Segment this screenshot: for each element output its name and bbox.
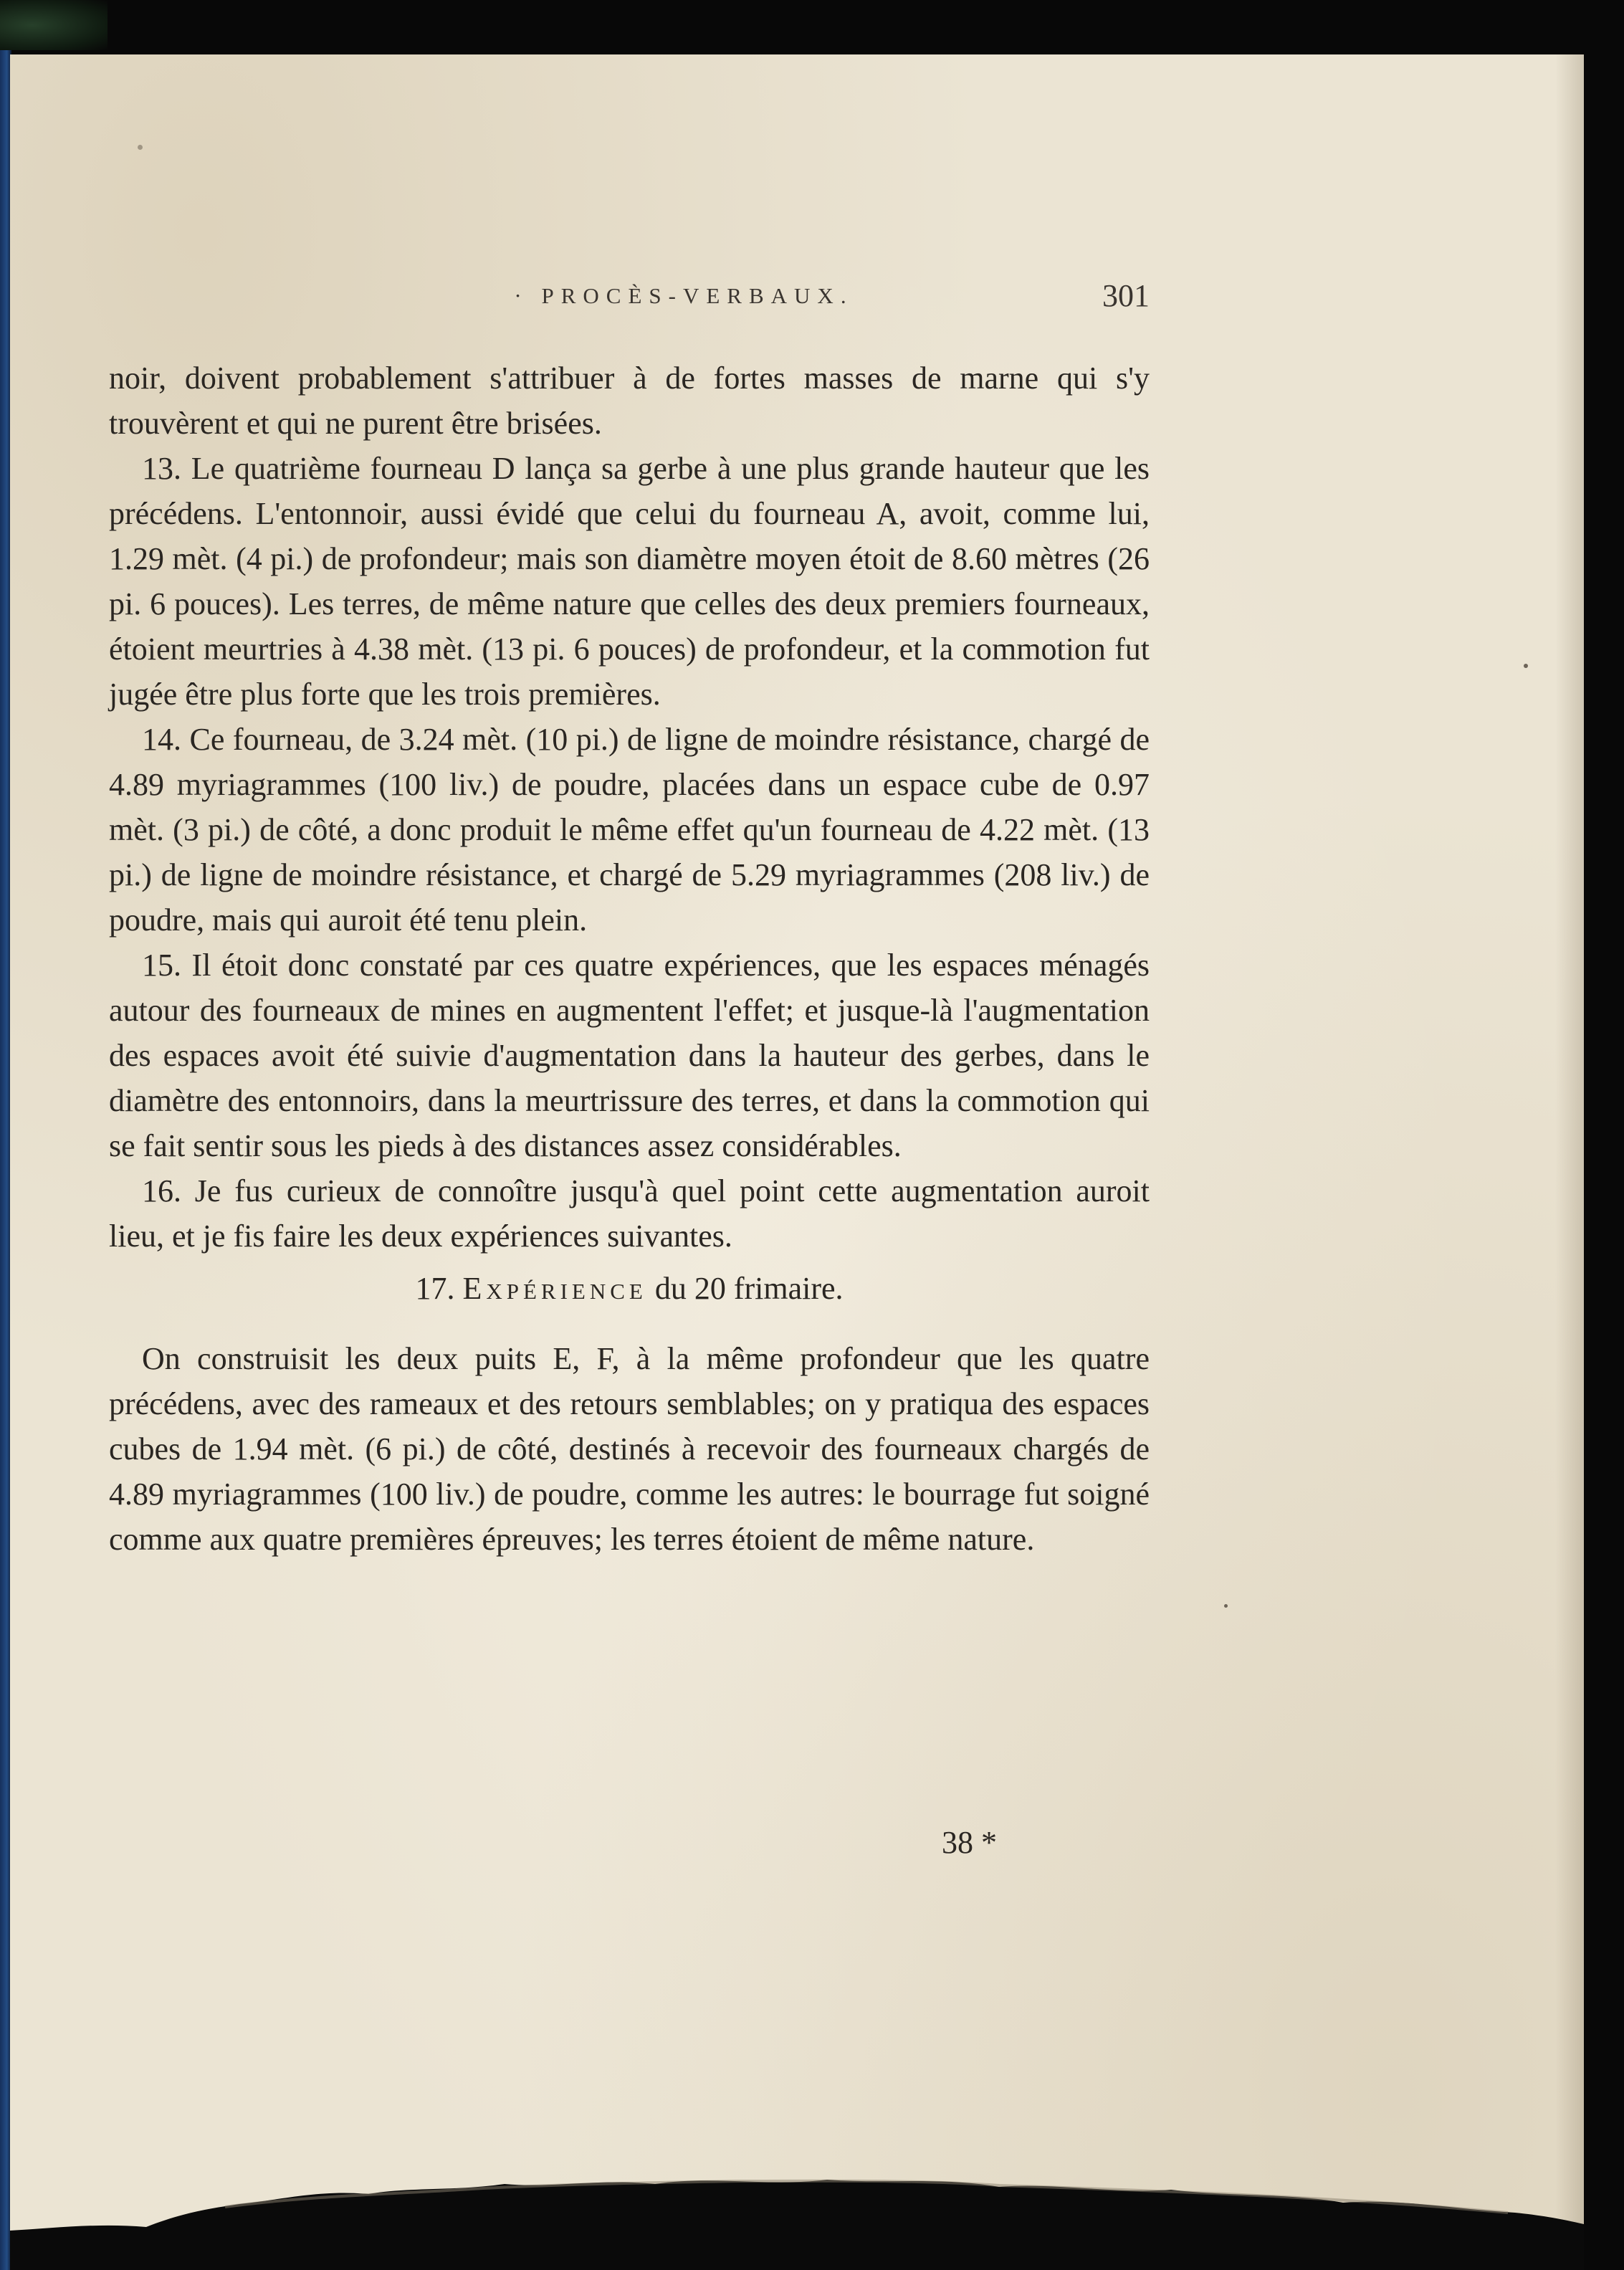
running-header <box>10 271 1584 321</box>
section-date: du 20 frimaire. <box>654 1271 844 1306</box>
paragraph-continuation: noir, doivent probablement s'attribuer à de fortes masses de marne qui s'y trouvèrent et qui ne purent être brisées. <box>109 361 1150 441</box>
section-number: 17. <box>415 1271 455 1306</box>
paper-speck <box>1524 664 1528 668</box>
page-edge-shadow <box>1555 54 1584 2270</box>
running-title: · PROCÈS-VERBAUX. <box>514 283 854 308</box>
paragraph-13: 13. Le quatrième fourneau D lança sa gerbe à une plus grande hauteur que les précédens. L'entonnoir, aussi évidé que celui du fourneau A, avoit, comme lui, 1.29 mèt. (4 pi.) de profondeur; mais son diamètre moyen étoit de 8.60 mètres (26 pi. 6 pouces). Les terres, de même nature que celles des deux premiers fourneaux, étoient meurtries à 4.38 mèt. (13 pi. 6 pouces) de profondeur, et la commotion fut jugée être plus forte que les trois premières. <box>109 451 1150 712</box>
signature-mark: 38 * <box>942 1825 997 1860</box>
paragraph-14: 14. Ce fourneau, de 3.24 mèt. (10 pi.) de ligne de moindre résistance, chargé de 4.89 myriagrammes (100 liv.) de poudre, placées dans un espace cube de 0.97 mèt. (3 pi.) de côté, a donc produit le même effet qu'un fourneau de 4.22 mèt. (13 pi.) de ligne de moindre résistance, et chargé de 5.29 myriagrammes (208 liv.) de poudre, mais qui auroit été tenu plein. <box>109 722 1150 938</box>
book-page <box>10 54 1584 2270</box>
section-heading <box>109 1260 1150 1317</box>
page-number: 301 <box>1102 278 1150 313</box>
torn-page-edge <box>10 2162 1584 2270</box>
paragraph-17: On construisit les deux puits E, F, à la même profondeur que les quatre précédens, avec des rameaux et des retours semblables; on y pratiqua des espaces cubes de 1.94 mèt. (6 pi.) de côté, destinés à recevoir des fourneaux chargés de 4.89 myriagrammes (100 liv.) de poudre, comme les autres: le bourrage fut soigné comme aux quatre premières épreuves; les terres étoient de même nature. <box>109 1341 1150 1557</box>
paper-speck <box>138 145 143 150</box>
paper-speck <box>1224 1604 1228 1608</box>
paragraph-16: 16. Je fus curieux de connoître jusqu'à quel point cette augmentation auroit lieu, et je fis faire les deux expériences suivantes. <box>109 1173 1150 1254</box>
paragraph-15: 15. Il étoit donc constaté par ces quatre expériences, que les espaces ménagés autour des fourneaux de mines en augmentent l'effet; et jusque-là l'augmentation des espaces avoit été suivie d'augmentation dans la hauteur des gerbes, dans le diamètre des entonnoirs, dans la meurtrissure des terres, et dans la commotion qui se fait sentir sous les pieds à des distances assez considérables. <box>109 948 1150 1163</box>
body-text <box>109 356 1150 1562</box>
section-label: Expérience <box>462 1271 647 1306</box>
scan-corner-stain <box>0 0 108 50</box>
